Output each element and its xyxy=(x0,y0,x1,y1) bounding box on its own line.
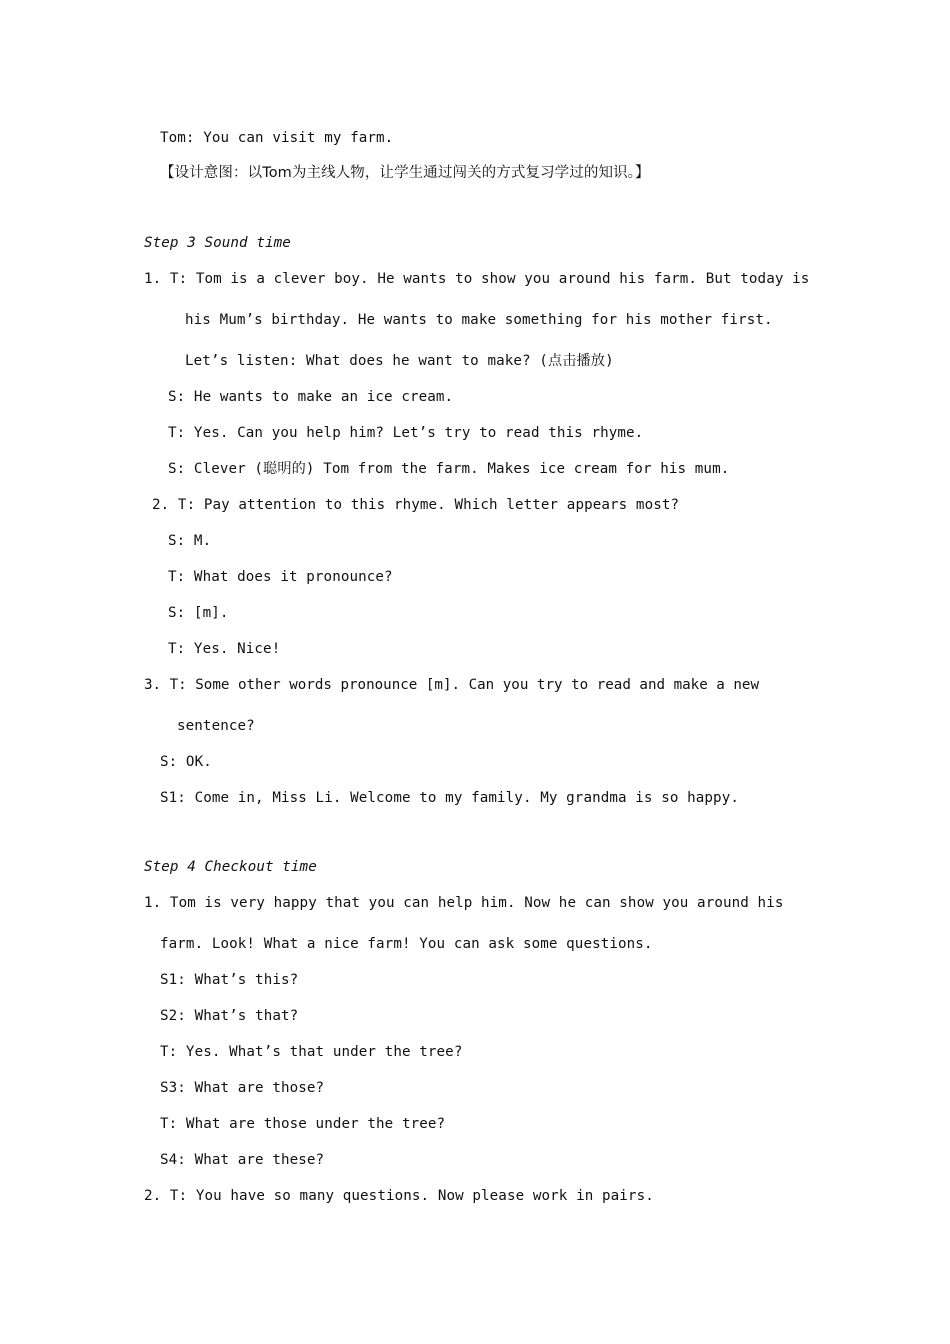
step3-s-ok: S: OK. xyxy=(160,754,212,770)
step3-item3-line1: 3. T: Some other words pronounce [m]. Can you try to read and make a new xyxy=(144,677,759,693)
step3-item2: 2. T: Pay attention to this rhyme. Which letter appears most? xyxy=(152,497,680,513)
step3-s-icecream: S: He wants to make an ice cream. xyxy=(168,389,454,405)
step3-item1-line2: his Mum’s birthday. He wants to make something for his mother first. xyxy=(185,312,773,328)
step3-item3-line2: sentence? xyxy=(177,718,255,734)
step4-heading: Step 4 Checkout time xyxy=(144,859,317,875)
step3-s-ipa: S: [m]. xyxy=(168,605,229,621)
intro-line: Tom: You can visit my farm. xyxy=(160,130,394,146)
design-note: 【设计意图：以Tom为主线人物，让学生通过闯关的方式复习学过的知识。】 xyxy=(160,165,650,181)
step3-s-clever: S: Clever (聪明的) Tom from the farm. Makes ice cream for his mum. xyxy=(168,461,730,477)
step4-t-tree: T: Yes. What’s that under the tree? xyxy=(160,1044,463,1060)
step3-heading: Step 3 Sound time xyxy=(144,235,291,251)
step4-s1: S1: What’s this? xyxy=(160,972,299,988)
step4-item2: 2. T: You have so many questions. Now please work in pairs. xyxy=(144,1188,654,1204)
step3-t-pronounce: T: What does it pronounce? xyxy=(168,569,393,585)
step3-s-m: S: M. xyxy=(168,533,212,549)
step3-t-nice: T: Yes. Nice! xyxy=(168,641,281,657)
step4-item1-line2: farm. Look! What a nice farm! You can ask some questions. xyxy=(160,936,653,952)
step4-t-those: T: What are those under the tree? xyxy=(160,1116,446,1132)
step4-s3: S3: What are those? xyxy=(160,1080,325,1096)
step3-s1-come: S1: Come in, Miss Li. Welcome to my family. My grandma is so happy. xyxy=(160,790,739,806)
step3-item1-line3: Let’s listen: What does he want to make? (点击播放) xyxy=(185,353,614,369)
step4-s2: S2: What’s that? xyxy=(160,1008,299,1024)
step4-item1-line1: 1. Tom is very happy that you can help him. Now he can show you around his xyxy=(144,895,784,911)
step3-t-yes: T: Yes. Can you help him? Let’s try to read this rhyme. xyxy=(168,425,644,441)
step4-s4: S4: What are these? xyxy=(160,1152,325,1168)
step3-item1-line1: 1. T: Tom is a clever boy. He wants to show you around his farm. But today is xyxy=(144,271,810,287)
